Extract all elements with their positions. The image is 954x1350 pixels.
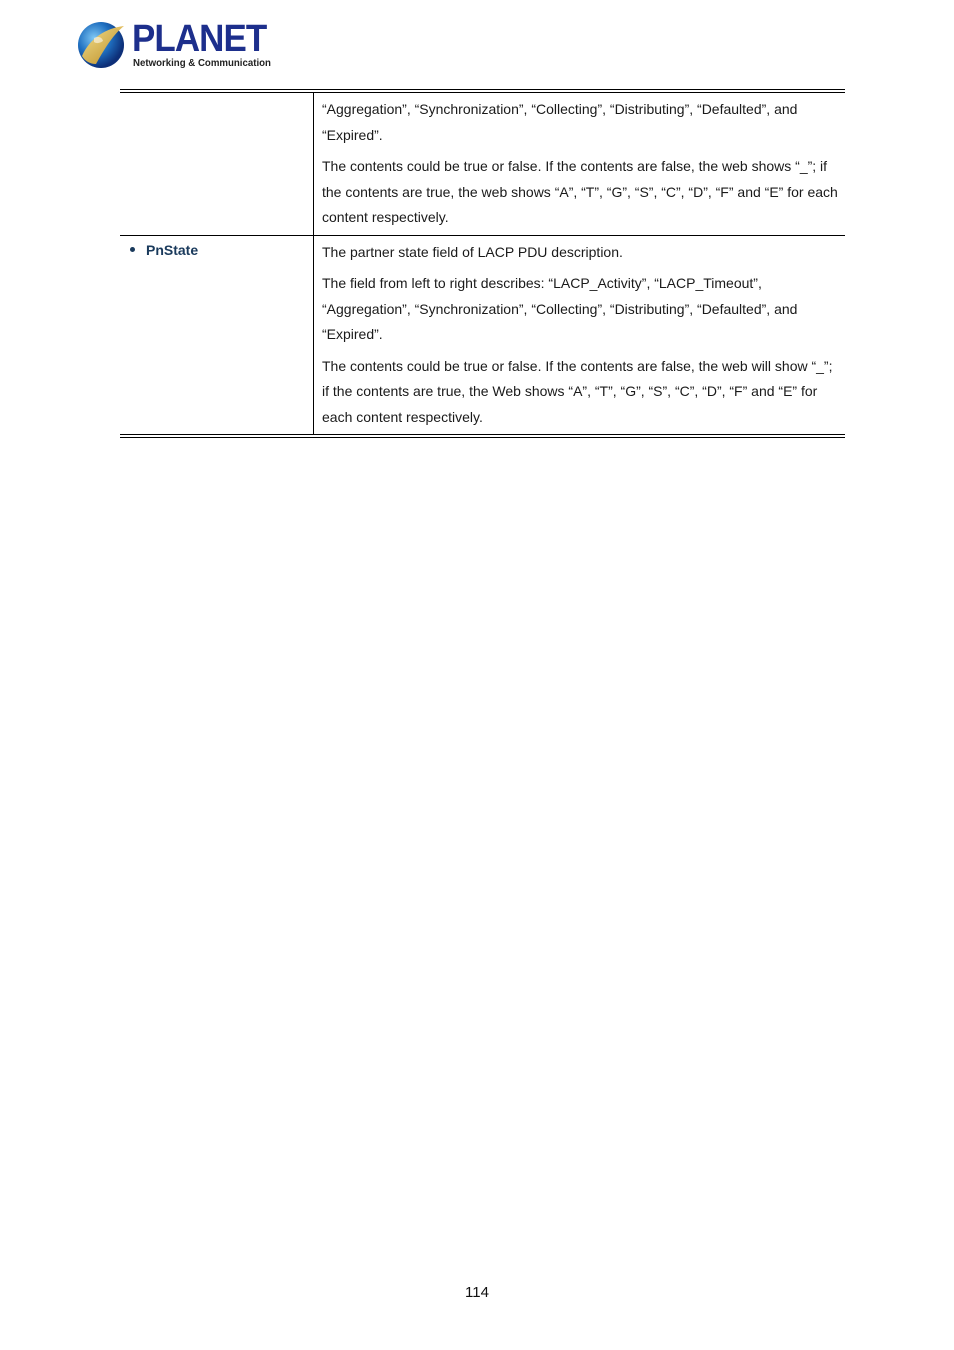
- planet-logo: [76, 18, 276, 74]
- description-paragraph: “Aggregation”, “Synchronization”, “Collecting”, “Distributing”, “Defaulted”, and “Expired”.: [322, 101, 798, 143]
- description-paragraph: The partner state field of LACP PDU description.: [322, 243, 623, 260]
- description-paragraph: The field from left to right describes: “LACP_Activity”, “LACP_Timeout”, “Aggregation”, “Synchronization”, “Collecting”, “Distributing”, “Defaulted”, and “Expired”.: [322, 275, 798, 342]
- parameter-item: [128, 242, 313, 258]
- parameter-table: [120, 89, 845, 438]
- description-cell: [314, 236, 845, 435]
- parameter-cell: [120, 93, 314, 235]
- planet-globe-icon: [76, 18, 128, 72]
- bullet-icon: [130, 247, 135, 252]
- table-row: [120, 93, 845, 236]
- parameter-label: PnState: [146, 241, 199, 258]
- table-bottom-rule: [120, 434, 845, 438]
- logo-tagline: Networking & Communication: [133, 57, 271, 69]
- page-number: 114: [465, 1284, 489, 1301]
- logo-wordmark: PLANET: [132, 18, 267, 60]
- parameter-cell: [120, 236, 314, 435]
- table-row: [120, 236, 845, 435]
- description-cell: [314, 93, 845, 235]
- description-paragraph: The contents could be true or false. If the contents are false, the web will show “_”; if the contents are true, the Web shows “A”, “T”, “G”, “S”, “C”, “D”, “F” and “E” for each content respectively.: [322, 357, 833, 425]
- description-paragraph: The contents could be true or false. If the contents are false, the web shows “_”; if the contents are true, the web shows “A”, “T”, “G”, “S”, “C”, “D”, “F” and “E” for each content respectively.: [322, 158, 838, 225]
